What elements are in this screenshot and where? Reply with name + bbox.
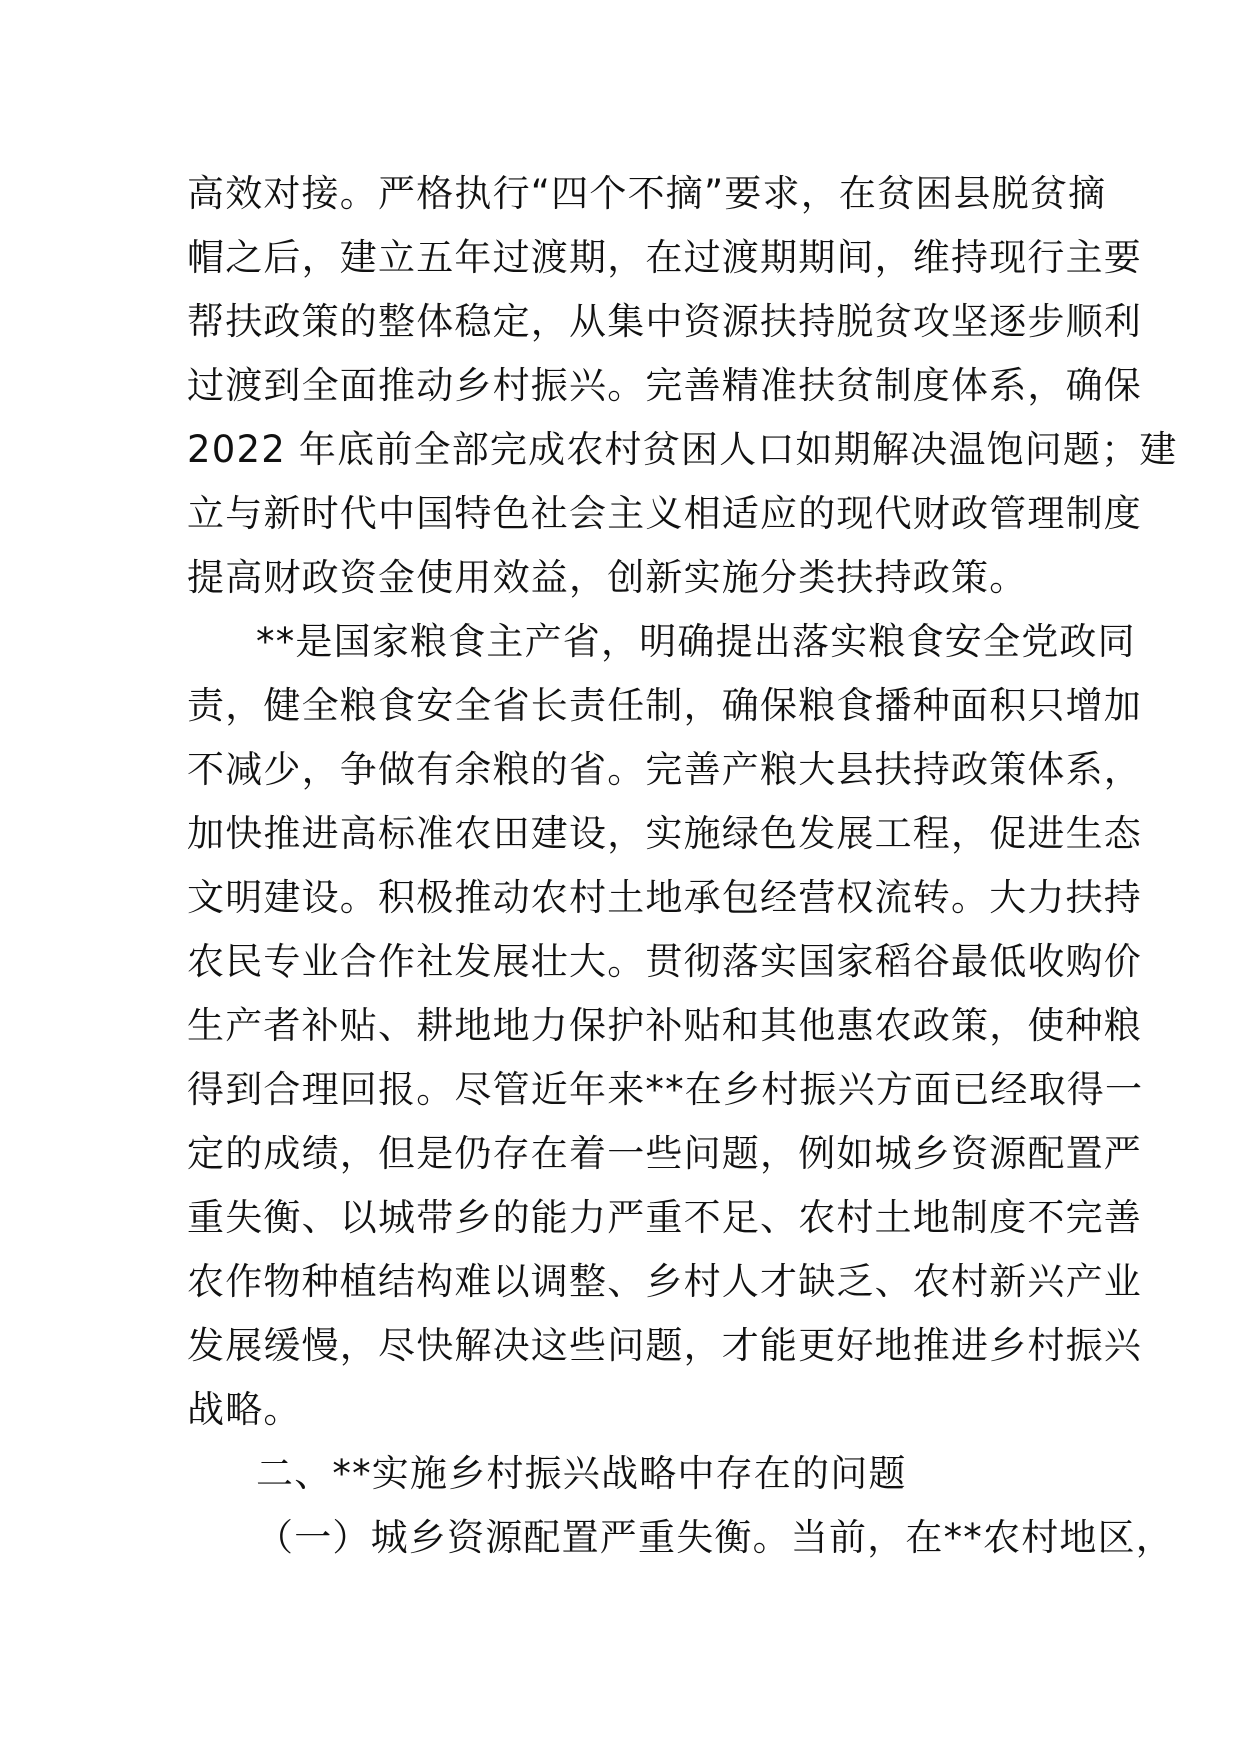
text-line: 得到合理回报。尽管近年来**在乡村振兴方面已经取得一 xyxy=(187,1068,1144,1111)
text-line: 定的成绩，但是仍存在着一些问题，例如城乡资源配置严 xyxy=(187,1132,1142,1175)
text-line: 发展缓慢，尽快解决这些问题，才能更好地推进乡村振兴 xyxy=(187,1324,1142,1367)
section-heading-text: 二、**实施乡村振兴战略中存在的问题 xyxy=(256,1452,907,1495)
text-line: **是国家粮食主产省，明确提出落实粮食安全党政同 xyxy=(256,620,1136,663)
text-line: 农作物种植结构难以调整、乡村人才缺乏、农村新兴产业 xyxy=(187,1260,1142,1303)
text-line: 立与新时代中国特色社会主义相适应的现代财政管理制度 xyxy=(187,492,1142,535)
paragraph-poverty-transition xyxy=(187,162,1178,610)
text-line: 帮扶政策的整体稳定，从集中资源扶持脱贫攻坚逐步顺利 xyxy=(187,300,1142,343)
subsection-heading-text: （一）城乡资源配置严重失衡。当前，在**农村地区， xyxy=(256,1516,1174,1559)
text-line: 提高财政资金使用效益，创新实施分类扶持政策。 xyxy=(187,556,1028,599)
text-line: 生产者补贴、耕地地力保护补贴和其他惠农政策，使种粮 xyxy=(187,1004,1142,1047)
section-heading xyxy=(187,1442,1057,1506)
text-line: 重失衡、以城带乡的能力严重不足、农村土地制度不完善 xyxy=(187,1196,1142,1239)
text-line: 文明建设。积极推动农村土地承包经营权流转。大力扶持 xyxy=(187,876,1142,919)
subsection-paragraph xyxy=(187,1506,1174,1570)
paragraph-grain-security xyxy=(187,610,1144,1442)
text-line: 责，健全粮食安全省长责任制，确保粮食播种面积只增加 xyxy=(187,684,1142,727)
text-line: 过渡到全面推动乡村振兴。完善精准扶贫制度体系，确保 xyxy=(187,364,1142,407)
text-line: 农民专业合作社发展壮大。贯彻落实国家稻谷最低收购价 xyxy=(187,940,1142,983)
text-line: 不减少，争做有余粮的省。完善产粮大县扶持政策体系， xyxy=(187,748,1142,791)
text-line: 2022 年底前全部完成农村贫困人口如期解决温饱问题；建 xyxy=(187,428,1178,471)
text-line: 加快推进高标准农田建设，实施绿色发展工程，促进生态 xyxy=(187,812,1142,855)
text-line: 帽之后，建立五年过渡期，在过渡期期间，维持现行主要 xyxy=(187,236,1142,279)
text-line: 高效对接。严格执行“四个不摘”要求，在贫困县脱贫摘 xyxy=(187,172,1107,215)
text-line: 战略。 xyxy=(187,1388,302,1431)
document-body xyxy=(187,162,1178,1570)
